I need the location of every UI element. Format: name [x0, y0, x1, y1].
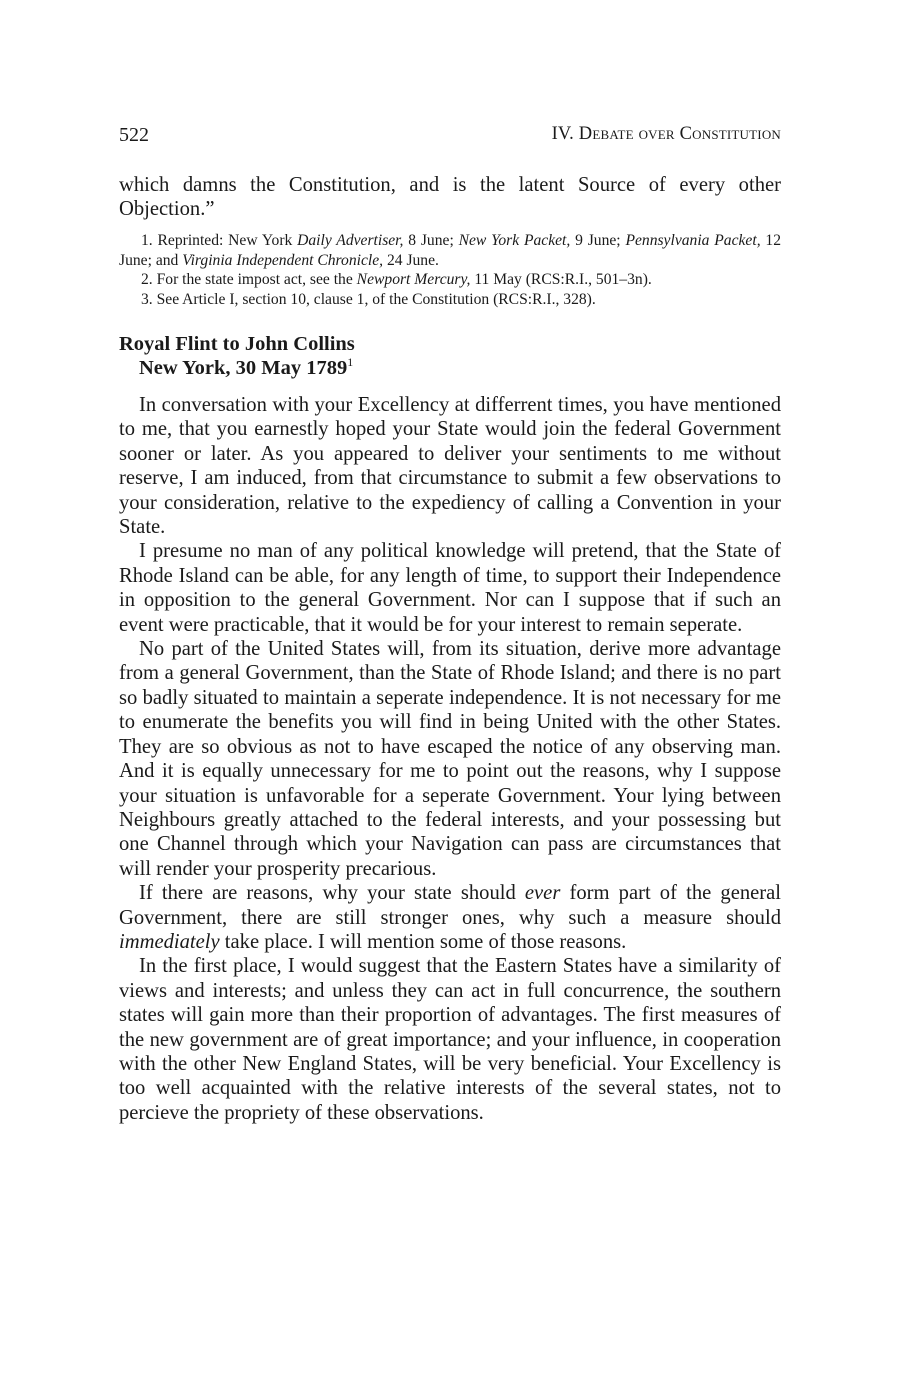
running-head: [552, 124, 781, 145]
footnote-2: 2. For the state impost act, see the Newport Mercury, 11 May (RCS:R.I., 501–3n).: [141, 271, 652, 288]
page-number: 522: [119, 124, 149, 146]
letter-paragraph-2: I presume no man of any political knowledge will pretend, that the State of Rhode Island can be able, for any length of time, to support their Independence in opposition to the general Government. Nor can I suppose that if such an event were practicable, that it would be for your interest to remain seperate.: [119, 540, 781, 636]
continued-text: [119, 173, 781, 222]
letter-paragraph-4: If there are reasons, why your state should ever form part of the general Government, there are still stronger ones, why such a measure should immediately take place. I will mention some of those reasons.: [119, 882, 781, 953]
letter-paragraph-1: In conversation with your Excellency at differrent times, you have mentioned to me, that you earnestly hoped your State would join the federal Government sooner or later. As you appeared to deliver your sentiments to me without reserve, I am induced, from that circumstance to submit a few observations to your consideration, relative to the expediency of calling a Convention in your State.: [119, 394, 781, 539]
letter-heading: [119, 332, 781, 380]
letter-body: [119, 393, 781, 1125]
footnote-marker: 1: [347, 355, 354, 369]
letter-paragraph-3: No part of the United States will, from its situation, derive more advantage from a general Government, than the State of Rhode Island; and there is no part so badly situated to maintain a seperate independence. It is not necessary for me to enumerate the benefits you will find in being United with the other States. They are so obvious as not to have escaped the notice of any observing man. And it is equally unnecessary for me to point out the reasons, why I suppose your situation is unfavorable for a seperate Government. Your lying between Neighbours greatly attached to the federal interests, and your possessing but one Channel through which your Navigation can pass are circumstances that will render your prosperity precarious.: [119, 638, 781, 880]
footnote-3: 3. See Article I, section 10, clause 1, of the Constitution (RCS:R.I., 328).: [141, 290, 596, 308]
letter-paragraph-5: In the first place, I would suggest that the Eastern States have a similarity of views and interests; and unless they can act in full concurrence, the southern states will gain more than their proportion of advantages. The first measures of the new government are of great importance; and your influence, in cooperation with the other New England States, will be very beneficial. Your Excellency is too well acquainted with the relative interests of the several states, not to percieve the propriety of these observations.: [119, 955, 781, 1124]
letter-title: Royal Flint to John Collins: [119, 333, 355, 355]
running-head-numeral: IV.: [551, 124, 574, 144]
page-header: [119, 124, 781, 148]
running-head-title: Debate over Constitution: [578, 124, 781, 144]
footnote-1: 1. Reprinted: New York Daily Advertiser, 8 June; New York Packet, 9 June; Pennsylvania Packet, 12 June; and Virginia Independent Chronicle, 24 June.: [119, 232, 781, 269]
footnotes: [119, 231, 781, 309]
letter-place-date: New York, 30 May 1789$^1$: [139, 355, 354, 379]
continued-paragraph: which damns the Constitution, and is the latent Source of every other Objection.”: [119, 174, 781, 221]
